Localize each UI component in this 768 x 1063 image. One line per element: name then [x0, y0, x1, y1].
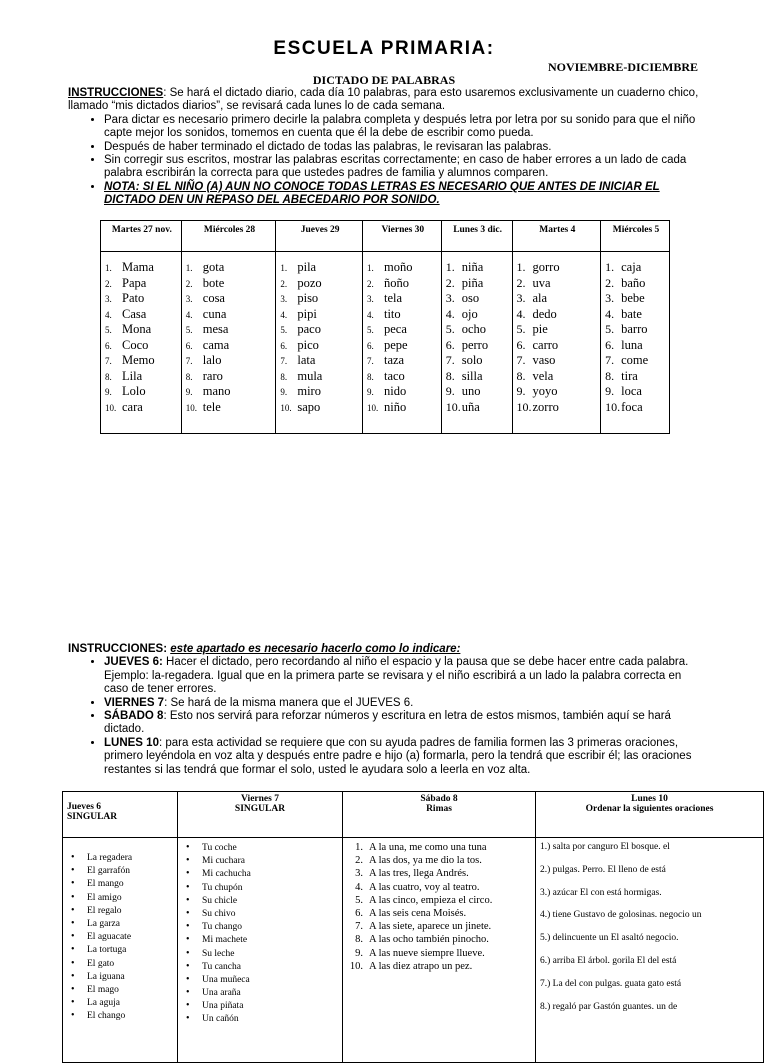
word-item: 7. vaso [516, 353, 556, 367]
page-title: ESCUELA PRIMARIA: [273, 38, 495, 59]
word-list [605, 258, 667, 413]
word-item: 6. pico [280, 337, 319, 352]
word-item: 7. Memo [105, 353, 155, 367]
word-list [517, 258, 599, 413]
word-list [280, 258, 360, 413]
list-item: • Tu chupón [186, 882, 338, 895]
word-item: 8. raro [185, 368, 223, 383]
word-item: 10.foca [605, 399, 643, 414]
list-item: • El gato [71, 958, 173, 971]
word-item: 4. pipi [280, 306, 317, 321]
activities-table [62, 791, 764, 1063]
list-item: • El amigo [71, 892, 173, 905]
word-item: 3. ala [516, 291, 548, 305]
instruction-bullet: • Después de haber terminado el dictado de todas las palabras, le revisaran las palabras. [104, 141, 708, 154]
rima-item: 5. A las cinco, empieza el circo. [355, 894, 493, 906]
list-item: • Una muñeca [186, 974, 338, 987]
word-item: 2. pozo [280, 275, 322, 290]
word-item: 5. Mona [105, 322, 152, 336]
rima-item: 6. A las seis cena Moisés. [355, 907, 467, 919]
column-header: Jueves 6 SINGULAR [63, 792, 178, 838]
word-item: 2. piña [445, 275, 484, 290]
rima-item: 3. A las tres, llega Andrés. [355, 868, 469, 880]
word-item: 7. lalo [185, 353, 222, 367]
word-item: 10.uña [445, 399, 480, 414]
day-instruction: • SÁBADO 8: Esto nos servirá para reforzar números y escritura en letra de estos mismos, también aquí se hará dictado. [104, 710, 708, 737]
list-item: 2.) pulgas. Perro. El lleno de está [540, 864, 666, 875]
list-item: • El mago [71, 984, 173, 997]
word-item: 8. silla [445, 368, 483, 383]
word-item: 4. cuna [185, 306, 227, 321]
word-item: 5. paco [280, 322, 321, 336]
dictation-words-table [100, 220, 670, 434]
word-item: 2. uva [516, 275, 551, 290]
word-item: 10. cara [105, 399, 143, 414]
list-item: • Una piñata [186, 1000, 338, 1013]
word-item: 3. piso [280, 291, 319, 305]
word-item: 4. ojo [445, 306, 478, 321]
word-item: 4. tito [366, 306, 401, 321]
list-item: • Su chicle [186, 895, 338, 908]
word-item: 2. ñoño [366, 275, 409, 290]
nota-bullet: • NOTA: SI EL NIÑO (A) AUN NO CONOCE TODAS LETRAS ES NECESARIO QUE ANTES DE INICIAR EL DICTADO DEN UN REPASO DEL ABECEDARIO POR SONIDO. [104, 181, 708, 208]
instructions-label: INSTRUCCIONES [68, 87, 164, 99]
list-item: • El regalo [71, 905, 173, 918]
word-item: 1. moño [366, 260, 413, 274]
column-header: Miércoles 28 [181, 221, 276, 252]
word-item: 7. come [605, 353, 649, 367]
column-header: Lunes 10 Ordenar la siguientes oraciones [536, 792, 764, 838]
column-header: Martes 27 nov. [101, 221, 182, 252]
list-item: • El mango [71, 878, 173, 891]
column-header: Lunes 3 dic. [441, 221, 512, 252]
column-header: Miércoles 5 [601, 221, 670, 252]
word-item: 4. dedo [516, 306, 557, 321]
word-item: 3. oso [445, 291, 480, 305]
word-item: 2. bote [185, 275, 225, 290]
word-item: 6. cama [185, 337, 230, 352]
word-item: 10. niño [366, 399, 407, 414]
list-item: • El chango [71, 1010, 173, 1023]
list-item: • El aguacate [71, 931, 173, 944]
word-item: 7. taza [366, 353, 405, 367]
word-item: 5. mesa [185, 322, 229, 336]
word-item: 9. loca [605, 384, 642, 398]
word-item: 9. nido [366, 384, 407, 398]
rimas-list [347, 842, 531, 974]
day-instruction: • VIERNES 7: Se hará de la misma manera que el JUEVES 6. [104, 697, 708, 710]
word-item: 5. peca [366, 322, 407, 336]
word-list [446, 258, 510, 413]
word-item: 10. sapo [280, 399, 321, 414]
word-item: 1. pila [280, 260, 317, 274]
instructions-section-2 [68, 643, 708, 777]
list-item: • Mi cuchara [186, 855, 338, 868]
word-item: 1. gorro [516, 260, 560, 274]
word-item: 7. solo [445, 353, 483, 367]
list-item: 8.) regaló par Gastón guantes. un de [540, 1001, 678, 1012]
list-item: • Mi machete [186, 934, 338, 947]
rima-item: 10. A las diez atrapo un pez. [349, 960, 473, 972]
section-subtitle: DICTADO DE PALABRAS [312, 73, 456, 87]
word-item: 7. lata [280, 353, 316, 367]
list-item: • El garrafón [71, 865, 173, 878]
list-item: 5.) delincuente un El asaltó negocio. [540, 933, 679, 944]
instructions-label-2: INSTRUCCIONES: [68, 643, 168, 655]
word-item: 1. niña [445, 260, 484, 274]
list-item: 6.) arriba El árbol. gorila El del está [540, 955, 677, 966]
list-item: • Un cañón [186, 1013, 338, 1026]
rima-item: 2. A las dos, ya me dio la tos. [355, 855, 482, 867]
word-item: 8. vela [516, 368, 554, 383]
word-item: 8. tira [605, 368, 638, 383]
rima-item: 8. A las ocho también pinocho. [355, 934, 489, 946]
word-item: 2. Papa [105, 275, 147, 290]
instructions-intro: : Se hará el dictado diario, cada día 10 palabras, para esto usaremos exclusivamente un cuaderno chico, llamado “mis dictados diarios”, se revisará cada lunes lo de cada semana. [68, 87, 699, 113]
list-item: • La tortuga [71, 944, 173, 957]
word-item: 1. caja [605, 260, 642, 274]
word-item: 8. taco [366, 368, 405, 383]
rima-item: 4. A las cuatro, voy al teatro. [355, 881, 480, 893]
oraciones-list [540, 842, 759, 1024]
word-item: 1. gota [185, 260, 225, 274]
word-item: 9. yoyo [516, 384, 558, 398]
word-item: 10.zorro [516, 399, 559, 414]
list-item: • La garza [71, 918, 173, 931]
word-item: 8. Lila [105, 368, 143, 383]
word-item: 6. Coco [105, 337, 149, 352]
word-item: 3. Pato [105, 291, 145, 305]
word-item: 6. carro [516, 337, 559, 352]
list-item: • La aguja [71, 997, 173, 1010]
word-item: 4. bate [605, 306, 642, 321]
day-instruction: • JUEVES 6: Hacer el dictado, pero recordando al niño el espacio y la pausa que se debe hacer entre cada palabra. Ejemplo: la-regadera. Igual que en la primera parte se revisara y el niño escribirá a un lado la palabra correcta en caso de tener errores. [104, 656, 708, 696]
word-list [367, 258, 439, 413]
instruction-bullet: • Para dictar es necesario primero decirle la palabra completa y después letra por letra por su sonido para que el niño capte mejor los sonidos, tomemos en cuenta que él la debe de escribir como pueda. [104, 114, 708, 141]
singular-list-viernes [182, 842, 338, 1027]
word-item: 9. mano [185, 384, 231, 398]
rima-item: 9. A las nueve siempre llueve. [355, 947, 485, 959]
list-item: 3.) azúcar El con está hormigas. [540, 887, 662, 898]
word-list [186, 258, 274, 413]
column-header: Sábado 8 Rimas [343, 792, 536, 838]
word-item: 6. luna [605, 337, 643, 352]
word-item: 10. tele [185, 399, 221, 414]
list-item: • La iguana [71, 971, 173, 984]
list-item: • La regadera [71, 852, 173, 865]
word-item: 3. tela [366, 291, 403, 305]
word-item: 5. barro [605, 322, 648, 336]
word-item: 3. cosa [185, 291, 225, 305]
column-header: Viernes 30 [362, 221, 441, 252]
word-item: 9. Lolo [105, 384, 146, 398]
list-item: 1.) salta por canguro El bosque. el [540, 842, 670, 852]
word-item: 4. Casa [105, 306, 147, 321]
instructions-note: este apartado es necesario hacerlo como lo indicare: [170, 643, 461, 655]
word-item: 5. ocho [445, 322, 487, 336]
period-label: NOVIEMBRE-DICIEMBRE [547, 60, 698, 74]
rima-item: 7. A las siete, aparece un jinete. [355, 921, 492, 933]
instructions-section-1 [68, 87, 708, 208]
list-item: • Una araña [186, 987, 338, 1000]
day-instruction: • LUNES 10: para esta actividad se requiere que con su ayuda padres de familia formen las 3 primeras oraciones, primero leyéndola en voz alta y después entre padre e hijo (a) formarla, pero la tendrá que escribir él; las oraciones restantes si las tendrá que formar el solo, usted le ayudara solo a leerla en voz alta. [104, 737, 708, 777]
singular-list-jueves [67, 852, 173, 1023]
list-item: • Tu coche [186, 842, 338, 855]
word-item: 6. perro [445, 337, 489, 352]
list-item: • Su chivo [186, 908, 338, 921]
list-item: 4.) tiene Gustavo de golosinas. negocio un [540, 910, 702, 921]
word-item: 1. Mama [105, 260, 154, 274]
word-item: 6. pepe [366, 337, 408, 352]
word-item: 9. uno [445, 384, 481, 398]
word-item: 5. pie [516, 322, 548, 336]
word-list [105, 258, 179, 413]
list-item: • Tu cancha [186, 961, 338, 974]
word-item: 9. miro [280, 384, 321, 398]
word-item: 2. baño [605, 275, 646, 290]
column-header: Martes 4 [512, 221, 601, 252]
rima-item: 1. A la una, me como una tuna [355, 842, 487, 853]
list-item: • Tu chango [186, 921, 338, 934]
list-item: • Su leche [186, 948, 338, 961]
list-item: 7.) La del con pulgas. guata gato está [540, 978, 682, 989]
column-header: Viernes 7 SINGULAR [178, 792, 343, 838]
instruction-bullet: • Sin corregir sus escritos, mostrar las palabras escritas correctamente; en caso de haber errores a un lado de cada palabra escribirán la correcta para que ustedes padres de familia y alumnos comparen. [104, 154, 708, 181]
word-item: 3. bebe [605, 291, 645, 305]
word-item: 8. mula [280, 368, 323, 383]
column-header: Jueves 29 [276, 221, 363, 252]
list-item: • Mi cachucha [186, 868, 338, 881]
